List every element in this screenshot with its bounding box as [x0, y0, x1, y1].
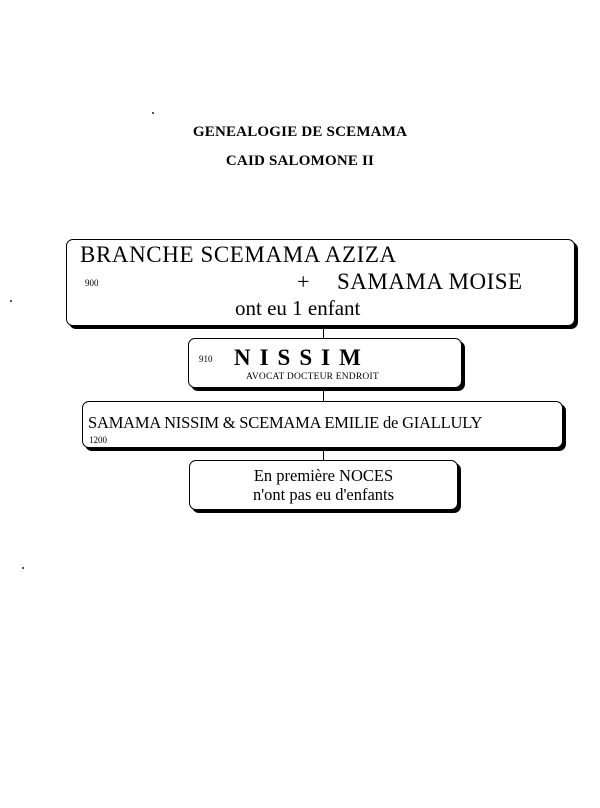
- scan-speck: [22, 567, 24, 569]
- marriage-number: 1200: [89, 435, 107, 445]
- marriage-box: [82, 401, 563, 448]
- scan-speck: [10, 300, 12, 302]
- branch-title: BRANCHE SCEMAMA AZIZA: [80, 242, 397, 267]
- branch-box: [66, 239, 575, 326]
- scan-speck: [152, 112, 154, 114]
- note-box: [189, 460, 458, 510]
- note-line1: En première NOCES: [253, 466, 394, 485]
- children-count: ont eu 1 enfant: [235, 296, 361, 320]
- child-name: NISSIM: [234, 345, 370, 370]
- child-number: 910: [199, 354, 213, 364]
- child-box: [188, 338, 462, 388]
- child-profession: AVOCAT DOCTEUR ENDROIT: [246, 372, 379, 382]
- couple-names: SAMAMA NISSIM & SCEMAMA EMILIE de GIALLULY: [88, 413, 483, 432]
- branch-number: 900: [85, 278, 99, 288]
- page-subtitle: CAID SALOMONE II: [225, 153, 375, 169]
- note-line2: n'ont pas eu d'enfants: [252, 485, 395, 504]
- plus-sign: +: [297, 269, 310, 294]
- spouse-name: SAMAMA MOISE: [337, 269, 523, 294]
- page-title: GENEALOGIE DE SCEMAMA: [192, 124, 408, 140]
